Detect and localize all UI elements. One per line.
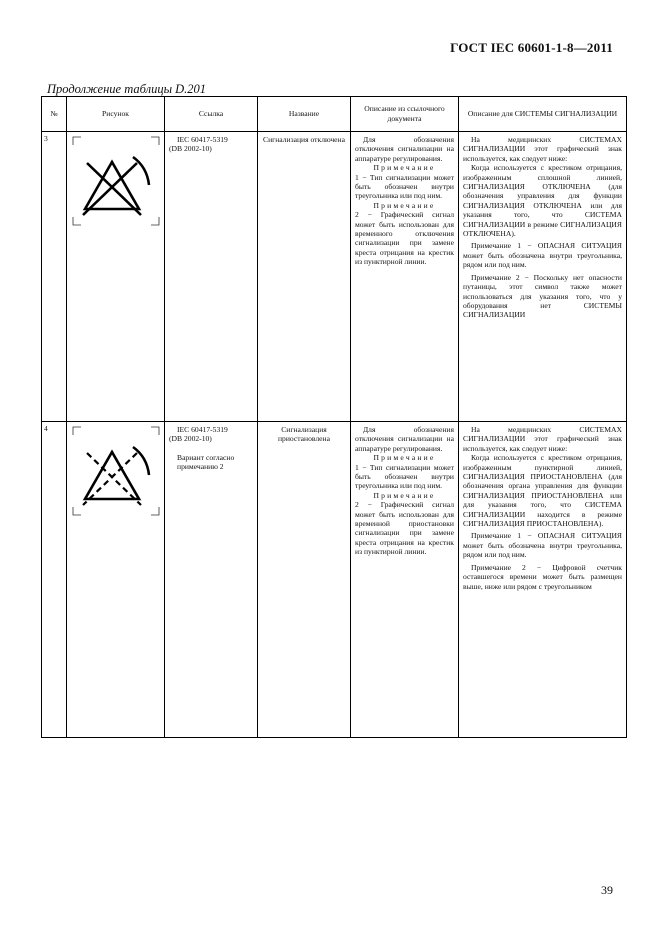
row-ref-description: Для обозначения отключения сигнализации на аппаратуре регулирования. Примечание 1 − Тип сигнализации может быть обозначен внутри треугольника или под ним. Примечание 2 − Графический сигнал может быть использован для временной приостановки сигнализации при замене креста отрицания на крестик из пунктирной линии. [351,422,459,738]
row-ref-description: Для обозначения отключения сигнализации на аппаратуре регулирования. Примечание 1 − Тип сигнализации может быть обозначен внутри треугольника или под ним. Примечание 2 − Графический сигнал может быть использован для временного отключения сигнализации при замене креста отрицания на крестик из пунктирной линии. [351,132,459,422]
row-number: 3 [42,132,67,422]
table-header-row [42,97,627,132]
table-row [42,132,627,422]
row-figure-cell [67,132,165,422]
col-header-name: Название [258,97,351,132]
row-reference: IEC 60417-5319 (DB 2002-10) [165,132,258,422]
col-header-ref-description: Описание из ссылочного документа [351,97,459,132]
alarm-off-triangle-crossed-icon [71,135,161,227]
col-header-number: № [42,97,67,132]
row-system-description: На медицинских СИСТЕМАХ СИГНАЛИЗАЦИИ этот графический знак используется, как следует ниже: Когда используется с крестиком отрицания, изображенным сплошной линией, СИГНАЛИЗАЦИЯ ОТКЛЮЧЕНА (для обозначения управления для функции СИГНАЛИЗАЦИЯ ОТКЛЮЧЕНА или для указания того, что СИСТЕМА СИГНАЛИЗАЦИИ в режиме СИГНАЛИЗАЦИЯ ОТКЛЮЧЕНА). Примечание 1 − ОПАСНАЯ СИТУАЦИЯ может быть обозначена внутри треугольника, рядом или под ним. Примечание 2 − Поскольку нет опасности путаницы, этот символ также может использоваться для указания того, что у оборудования нет СИСТЕМЫ СИГНАЛИЗАЦИИ [459,132,627,422]
symbols-table [41,96,627,738]
document-standard-header: ГОСТ IEC 60601-1-8—2011 [450,40,613,55]
row-reference: IEC 60417-5319 (DB 2002-10) Вариант согласно примечанию 2 [165,422,258,738]
alarm-paused-triangle-dashed-cross-icon [71,425,161,517]
row-number: 4 [42,422,67,738]
table-continuation-caption: Продолжение таблицы D.201 [47,82,207,96]
row-figure-cell [67,422,165,738]
table-row [42,422,627,738]
col-header-reference: Ссылка [165,97,258,132]
col-header-system-description: Описание для СИСТЕМЫ СИГНАЛИЗАЦИИ [459,97,627,132]
row-name: Сигнализация отключена [258,132,351,422]
row-name: Сигнализация приостановлена [258,422,351,738]
row-system-description: На медицинских СИСТЕМАХ СИГНАЛИЗАЦИИ этот графический знак используется, как следует ниже: Когда используется с крестиком отрицания, изображенным пунктирной линией, СИГНАЛИЗАЦИЯ ПРИОСТАНОВЛЕНА (для обозначения органа управления для функции СИГНАЛИЗАЦИЯ ПРИОСТАНОВЛЕНА или для указания того, что СИСТЕМА СИГНАЛИЗАЦИИ находится в режиме СИГНАЛИЗАЦИЯ ПРИОСТАНОВЛЕНА). Примечание 1 − ОПАСНАЯ СИТУАЦИЯ может быть обозначена внутри треугольника, рядом или под ним. Примечание 2 − Цифровой счетчик оставшегося времени может быть размещен выше, ниже или рядом с треугольником [459,422,627,738]
page-number: 39 [601,883,613,897]
col-header-figure: Рисунок [67,97,165,132]
